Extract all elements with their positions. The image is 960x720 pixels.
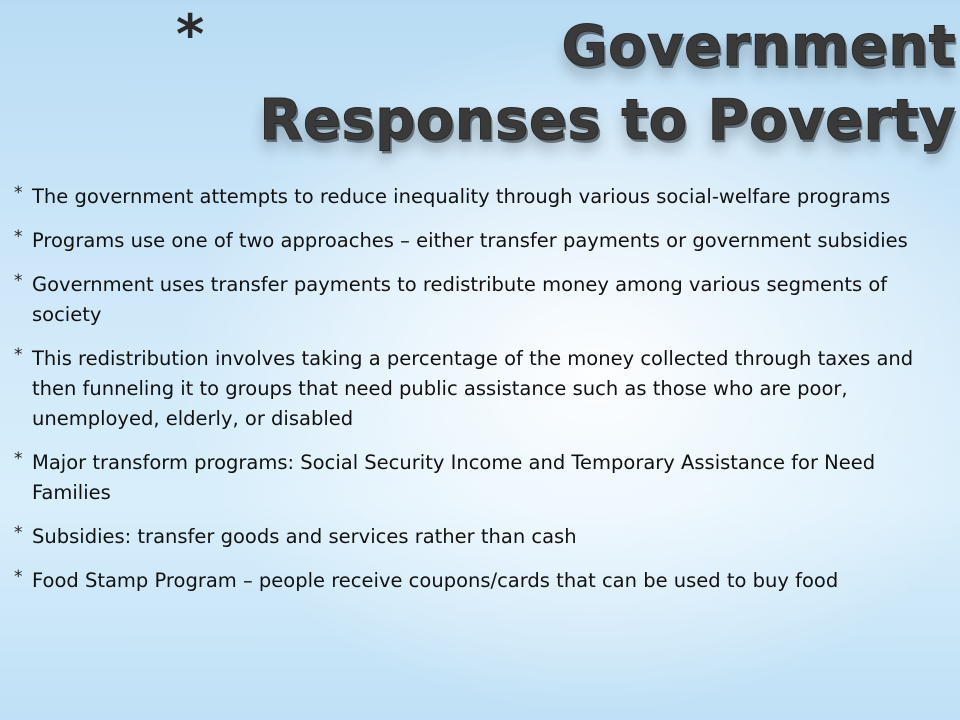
asterisk-icon: * <box>14 567 23 587</box>
bullet-text: Major transform programs: Social Security Income and Temporary Assistance for Need Families <box>32 451 876 504</box>
bullet-text: Subsidies: transfer goods and services rather than cash <box>32 525 577 548</box>
asterisk-icon: * <box>14 523 23 543</box>
bullet-text: Food Stamp Program – people receive coupons/cards that can be used to buy food <box>32 569 839 592</box>
bullet-text: Government uses transfer payments to redistribute money among various segments of society <box>32 273 888 326</box>
bullet-item <box>14 344 919 434</box>
bullet-text: The government attempts to reduce inequality through various social-welfare programs <box>32 185 891 208</box>
bullet-list <box>14 182 919 610</box>
asterisk-icon: * <box>14 345 23 365</box>
bullet-text: Programs use one of two approaches – either transfer payments or government subsidies <box>32 229 908 252</box>
asterisk-icon: * <box>14 227 23 247</box>
bullet-item <box>14 448 919 508</box>
bullet-item <box>14 270 919 330</box>
slide-title: Government Responses to Poverty <box>259 14 956 153</box>
asterisk-icon: * <box>14 271 23 291</box>
bullet-item <box>14 226 919 256</box>
asterisk-icon: * <box>176 3 205 66</box>
asterisk-icon: * <box>14 449 23 469</box>
bullet-item <box>14 522 919 552</box>
asterisk-icon: * <box>14 183 23 203</box>
bullet-text: This redistribution involves taking a percentage of the money collected through taxes and then funneling it to groups that need public assistance such as those who are poor, unemployed, elderly, or disabled <box>32 347 914 430</box>
bullet-item <box>14 182 919 212</box>
bullet-item <box>14 566 919 596</box>
